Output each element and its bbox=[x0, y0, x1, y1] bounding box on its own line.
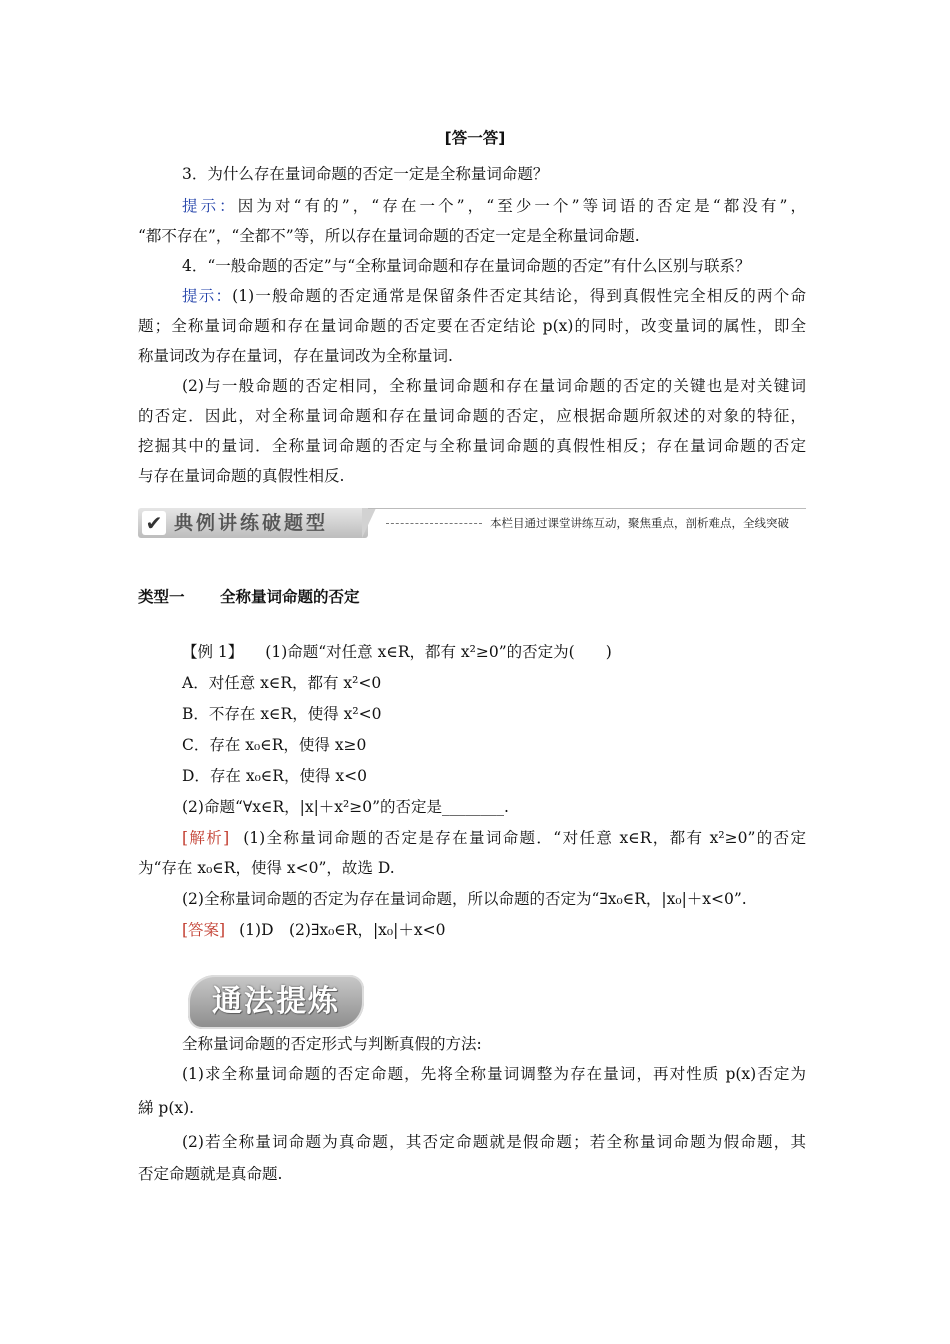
banner-title: 典例讲练破题型 bbox=[174, 512, 329, 534]
answer-line: [答案] (1)D (2)∃x₀∈R，|x₀|＋x<0 bbox=[182, 921, 446, 939]
example-label: 【例 1】 bbox=[182, 643, 244, 661]
method-badge bbox=[188, 975, 364, 1029]
analysis-line-1: [解析] (1)全称量词命题的否定是存在量词命题．“对任意 x∈R，都有 x²≥0”的否定 bbox=[182, 829, 806, 847]
option-b: B．不存在 x∈R，使得 x²<0 bbox=[182, 705, 382, 723]
answer-4-line-4: (2)与一般命题的否定相同，全称量词命题和存在量词命题的否定的关键也是对关键词 bbox=[182, 377, 806, 395]
answer-label: [答案] bbox=[182, 921, 226, 939]
option-d: D．存在 x₀∈R，使得 x<0 bbox=[182, 767, 367, 785]
method-1-line-2: 綈 p(x). bbox=[138, 1099, 195, 1117]
badge-text: 通法提炼 bbox=[212, 984, 340, 1019]
section-banner bbox=[138, 508, 806, 538]
type-title: 全称量词命题的否定 bbox=[220, 588, 360, 606]
answer-4-line-7: 与存在量词命题的真假性相反. bbox=[138, 467, 345, 485]
analysis-label: [解析] bbox=[182, 829, 230, 847]
example-question-1: 【例 1】 (1)命题“对任意 x∈R，都有 x²≥0”的否定为( ) bbox=[182, 643, 612, 661]
method-2-line-1: (2)若全称量词命题为真命题，其否定命题就是假命题；若全称量词命题为假命题，其 bbox=[182, 1133, 806, 1151]
hint-label: 提示： bbox=[182, 287, 233, 305]
option-a: A．对任意 x∈R，都有 x²<0 bbox=[182, 674, 382, 692]
question-4: 4．“一般命题的否定”与“全称量词命题和存在量词命题的否定”有什么区别与联系？ bbox=[182, 257, 751, 275]
answer-3-line-1: 提示：因为对“有的”，“存在一个”，“至少一个”等词语的否定是“都没有”， bbox=[182, 197, 806, 215]
method-2-line-2: 否定命题就是真命题. bbox=[138, 1165, 283, 1183]
method-intro: 全称量词命题的否定形式与判断真假的方法: bbox=[182, 1035, 482, 1053]
method-1-line-1: (1)求全称量词命题的否定命题，先将全称量词调整为存在量词，再对性质 p(x)否定为 bbox=[182, 1065, 806, 1083]
example-question-2: (2)命题“∀x∈R，|x|＋x²≥0”的否定是________. bbox=[182, 798, 509, 816]
banner-rule bbox=[368, 508, 806, 509]
checkmark-icon: ✔ bbox=[142, 511, 166, 535]
banner-slant bbox=[362, 508, 376, 538]
banner-note: 本栏目通过课堂讲练互动，聚焦重点，剖析难点，全线突破 bbox=[490, 516, 789, 530]
answer-4-line-1: 提示：(1)一般命题的否定通常是保留条件否定其结论，得到真假性完全相反的两个命 bbox=[182, 287, 806, 305]
type-label: 类型一 bbox=[138, 588, 185, 606]
answer-4-line-5: 的否定．因此，对全称量词命题和存在量词命题的否定，应根据命题所叙述的对象的特征， bbox=[138, 407, 806, 425]
answer-4-line-6: 挖掘其中的量词．全称量词命题的否定与全称量词命题的真假性相反；存在量词命题的否定 bbox=[138, 437, 806, 455]
banner-dashed-line bbox=[386, 523, 482, 524]
answer-3-line-2: “都不存在”，“全都不”等，所以存在量词命题的否定一定是全称量词命题. bbox=[138, 227, 640, 245]
hint-label: 提示： bbox=[182, 197, 238, 215]
answer-4-line-3: 称量词改为存在量词，存在量词改为全称量词. bbox=[138, 347, 453, 365]
analysis-line-3: (2)全称量词命题的否定为存在量词命题，所以命题的否定为“∃x₀∈R，|x₀|＋x<0”. bbox=[182, 890, 747, 908]
analysis-line-2: 为“存在 x₀∈R，使得 x<0”，故选 D. bbox=[138, 859, 395, 877]
question-3: 3．为什么存在量词命题的否定一定是全称量词命题？ bbox=[182, 165, 549, 183]
section-heading-qa: [答一答] bbox=[444, 129, 506, 147]
option-c: C．存在 x₀∈R，使得 x≥0 bbox=[182, 736, 367, 754]
answer-4-line-2: 题；全称量词命题和存在量词命题的否定要在否定结论 p(x)的同时，改变量词的属性，即全 bbox=[138, 317, 806, 335]
